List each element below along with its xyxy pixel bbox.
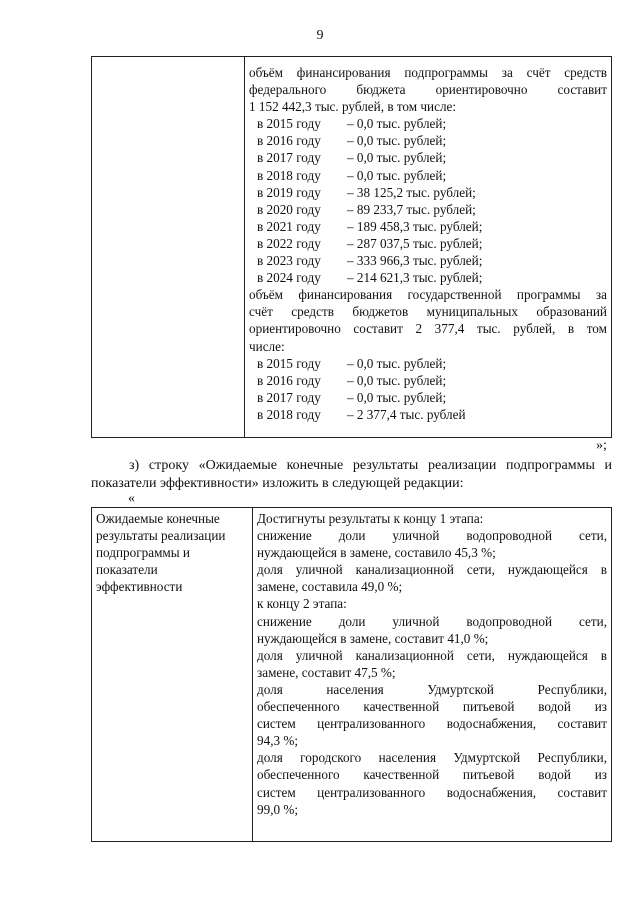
page-number: 9 [316, 28, 324, 43]
year-amount: – 0,0 тыс. рублей; [347, 389, 447, 405]
result-line: доля уличной канализационной сети, нуждающейся в [257, 647, 607, 663]
year-label: в 2015 году [257, 355, 321, 371]
year-row [249, 184, 607, 201]
text-line: федерального бюджета ориентировочно составит [249, 82, 607, 98]
result-line: систем централизованного водоснабжения, составит [257, 716, 607, 732]
year-row [249, 355, 607, 372]
year-amount: – 38 125,2 тыс. рублей; [347, 184, 476, 200]
year-row [249, 115, 607, 132]
text-line: счёт средств бюджетов муниципальных образований [249, 304, 607, 320]
text-line: числе: [249, 338, 285, 354]
year-row [249, 149, 607, 166]
result-line: 94,3 %; [257, 733, 299, 749]
year-label: в 2017 году [257, 150, 321, 166]
financing-table [91, 56, 612, 438]
result-line: Достигнуты результаты к концу 1 этапа: [257, 511, 484, 526]
year-label: в 2015 году [257, 116, 321, 132]
text-line: 1 152 442,3 тыс. рублей, в том числе: [249, 99, 457, 115]
year-amount: – 189 458,3 тыс. рублей; [347, 218, 483, 234]
year-row [249, 406, 607, 423]
year-row [249, 252, 607, 269]
result-line: обеспеченного качественной питьевой водой из [257, 767, 607, 783]
result-line: обеспеченного качественной питьевой водой из [257, 699, 607, 715]
result-line: доля уличной канализационной сети, нуждающейся в [257, 562, 607, 578]
municipal-years-list [249, 355, 607, 423]
year-row [249, 132, 607, 149]
column-divider [244, 57, 245, 437]
paragraph-line: з) строку «Ожидаемые конечные результаты реализации подпрограммы и [129, 458, 612, 473]
label-line: результаты реализации [96, 528, 226, 544]
result-line: нуждающейся в замене, составит 41,0 %; [257, 630, 489, 646]
year-amount: – 89 233,7 тыс. рублей; [347, 201, 476, 217]
year-label: в 2018 году [257, 167, 321, 183]
year-label: в 2016 году [257, 372, 321, 388]
year-amount: – 0,0 тыс. рублей; [347, 355, 447, 371]
year-row [249, 235, 607, 252]
year-label: в 2020 году [257, 201, 321, 217]
result-line: снижение доли уличной водопроводной сети, [257, 613, 607, 629]
results-table [91, 507, 612, 842]
result-line: доля городского населения Удмуртской Республики, [257, 750, 607, 766]
year-row [249, 389, 607, 406]
financing-cell [249, 64, 607, 423]
year-amount: – 0,0 тыс. рублей; [347, 372, 447, 388]
label-line: подпрограммы и [96, 545, 190, 561]
year-amount: – 0,0 тыс. рублей; [347, 167, 447, 183]
year-row [249, 167, 607, 184]
year-label: в 2024 году [257, 270, 321, 286]
year-label: в 2021 году [257, 218, 321, 234]
year-amount: – 287 037,5 тыс. рублей; [347, 235, 483, 251]
amendment-paragraph [91, 457, 612, 493]
result-line: снижение доли уличной водопроводной сети, [257, 528, 607, 544]
result-line: замене, составит 47,5 %; [257, 664, 396, 680]
label-line: показатели [96, 562, 158, 578]
year-row [249, 269, 607, 286]
label-line: Ожидаемые конечные [96, 511, 220, 526]
year-amount: – 0,0 тыс. рублей; [347, 133, 447, 149]
text-line: объём финансирования государственной программы за [249, 287, 607, 303]
text-line: объём финансирования подпрограммы за счёт средств [249, 65, 607, 80]
result-line: замене, составила 49,0 %; [257, 579, 403, 595]
federal-years-list [249, 115, 607, 286]
paragraph-line: показатели эффективности» изложить в следующей редакции: [91, 476, 464, 491]
year-label: в 2022 году [257, 235, 321, 251]
year-amount: – 0,0 тыс. рублей; [347, 116, 447, 132]
result-line: нуждающейся в замене, составило 45,3 %; [257, 545, 496, 561]
year-amount: – 214 621,3 тыс. рублей; [347, 270, 483, 286]
text-line: ориентировочно составит 2 377,4 тыс. рублей, в том [249, 321, 607, 337]
results-value-cell [257, 510, 607, 818]
year-label: в 2016 году [257, 133, 321, 149]
result-line: 99,0 %; [257, 801, 299, 817]
year-label: в 2017 году [257, 389, 321, 405]
closing-quote: »; [596, 438, 607, 453]
year-row [249, 218, 607, 235]
year-label: в 2018 году [257, 406, 321, 422]
column-divider [252, 508, 253, 841]
year-amount: – 333 966,3 тыс. рублей; [347, 253, 483, 269]
opening-quote: « [128, 491, 135, 506]
year-amount: – 0,0 тыс. рублей; [347, 150, 447, 166]
label-line: эффективности [96, 579, 183, 595]
year-label: в 2023 году [257, 253, 321, 269]
year-row [249, 372, 607, 389]
result-line: систем централизованного водоснабжения, составит [257, 784, 607, 800]
results-label-cell [96, 510, 248, 595]
result-line: доля населения Удмуртской Республики, [257, 681, 607, 697]
year-label: в 2019 году [257, 184, 321, 200]
year-row [249, 201, 607, 218]
result-line: к концу 2 этапа: [257, 596, 347, 612]
year-amount: – 2 377,4 тыс. рублей [347, 406, 466, 422]
